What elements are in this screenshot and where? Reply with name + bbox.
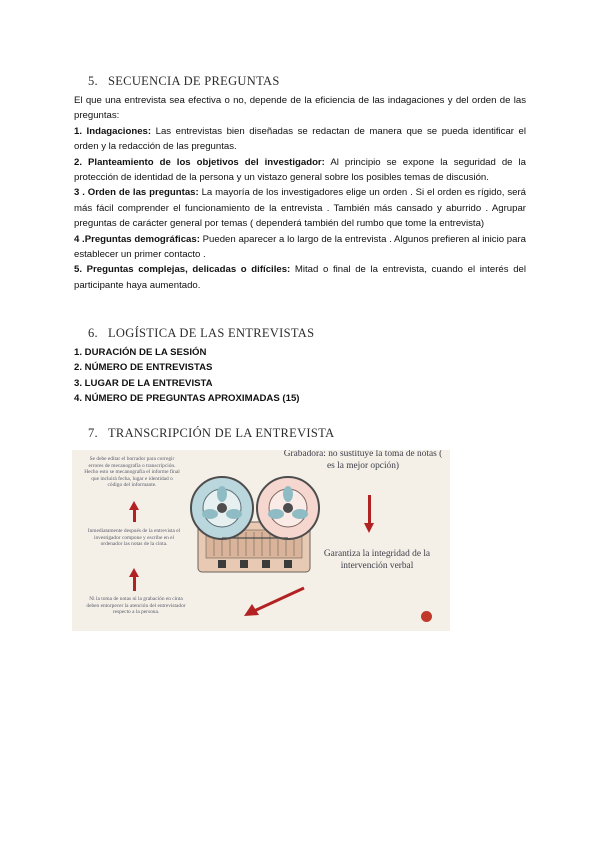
item-label: 2. Planteamiento de los objetivos del investigador: <box>74 156 325 168</box>
list-item <box>74 155 526 186</box>
item-label: 3 . Orden de las preguntas: <box>74 187 199 199</box>
up-arrow-shaft <box>133 576 136 591</box>
item-text: La mayoría de los investigadores elige un orden . Si el orden es rígido, será más fácil comprender el funcionamiento de la entrevista . También más cansado y aburrido . Agrupar preguntas de carácter general por temas ( dependerá también del rumbo que tome la entrevista) <box>74 187 526 230</box>
section-number: 6. <box>88 326 98 340</box>
section-title: TRANSCRIPCIÓN DE LA ENTREVISTA <box>108 426 335 440</box>
list-item: 3. LUGAR DE LA ENTREVISTA <box>74 377 213 389</box>
up-arrow-head <box>129 568 139 577</box>
up-arrow-shaft <box>133 509 136 522</box>
section-5-body <box>74 93 526 293</box>
intro-paragraph: El que una entrevista sea efectiva o no, depende de la eficiencia de las indagaciones y del orden de las preguntas: <box>74 95 526 122</box>
transcription-figure <box>72 450 450 631</box>
item-label: 1. Indagaciones: <box>74 125 152 137</box>
item-text: Las entrevistas bien diseñadas se redactan de manera que se pueda identificar el orden y la redacción de las preguntas. <box>74 125 527 153</box>
caption-after-interview: Inmediatamente después de la entrevista el investigador compone y escribe en el ordenador las notas de la cinta. <box>87 528 181 548</box>
red-badge-icon <box>421 611 432 622</box>
list-item <box>74 262 526 293</box>
section-number: 7. <box>88 426 98 440</box>
up-arrow-head <box>129 501 139 510</box>
caption-recorder: Grabadora: no sustituye la toma de notas ( es la mejor opción) <box>283 450 443 471</box>
item-text: Pueden aparecer a lo largo de la entrevista . Algunos prefieren al inicio para establecer un primer contacto . <box>74 233 526 261</box>
caption-integrity: Garantiza la integridad de la intervención verbal <box>323 549 431 571</box>
list-item: 2. NÚMERO DE ENTREVISTAS <box>74 362 213 374</box>
section-title: LOGÍSTICA DE LAS ENTREVISTAS <box>108 326 315 340</box>
list-item: 1. DURACIÓN DE LA SESIÓN <box>74 347 207 358</box>
item-text: Al principio se expone la seguridad de la protección de identidad de la persona y un vistazo general sobre los posibles temas de discusión. <box>74 156 526 184</box>
item-label: 5. Preguntas complejas, delicadas o difíciles: <box>74 264 291 276</box>
item-label: 4 .Preguntas demográficas: <box>74 233 200 245</box>
section-5-heading <box>88 74 280 89</box>
tape-recorder-icon <box>184 472 332 576</box>
caption-edit-draft: Se debe editar el borrador para corregir errores de mecanografía o transcripción. Hecho esto se mecanografía el informe final que incluirá fecha, lugar e identidad o código del informante. <box>84 456 180 489</box>
down-arrow-shaft <box>368 495 371 524</box>
section-6-list <box>74 345 299 407</box>
caption-notes-attention: Ni la toma de notas ni la grabación en cinta deben entorpecer la atención del entrevistador respecto a la persona. <box>86 596 186 616</box>
list-item <box>74 232 526 263</box>
down-arrow-head <box>364 523 374 533</box>
section-title: SECUENCIA DE PREGUNTAS <box>108 74 280 88</box>
diagonal-arrow <box>242 584 308 618</box>
item-text: Mitad o final de la entrevista, cuando el interés del participante haya aumentado. <box>74 264 527 291</box>
list-item: 4. NÚMERO DE PREGUNTAS APROXIMADAS (15) <box>74 393 300 405</box>
list-item <box>74 124 526 155</box>
section-7-heading <box>88 426 334 441</box>
section-number: 5. <box>88 74 98 88</box>
section-6-heading <box>88 326 314 341</box>
list-item <box>74 185 526 231</box>
